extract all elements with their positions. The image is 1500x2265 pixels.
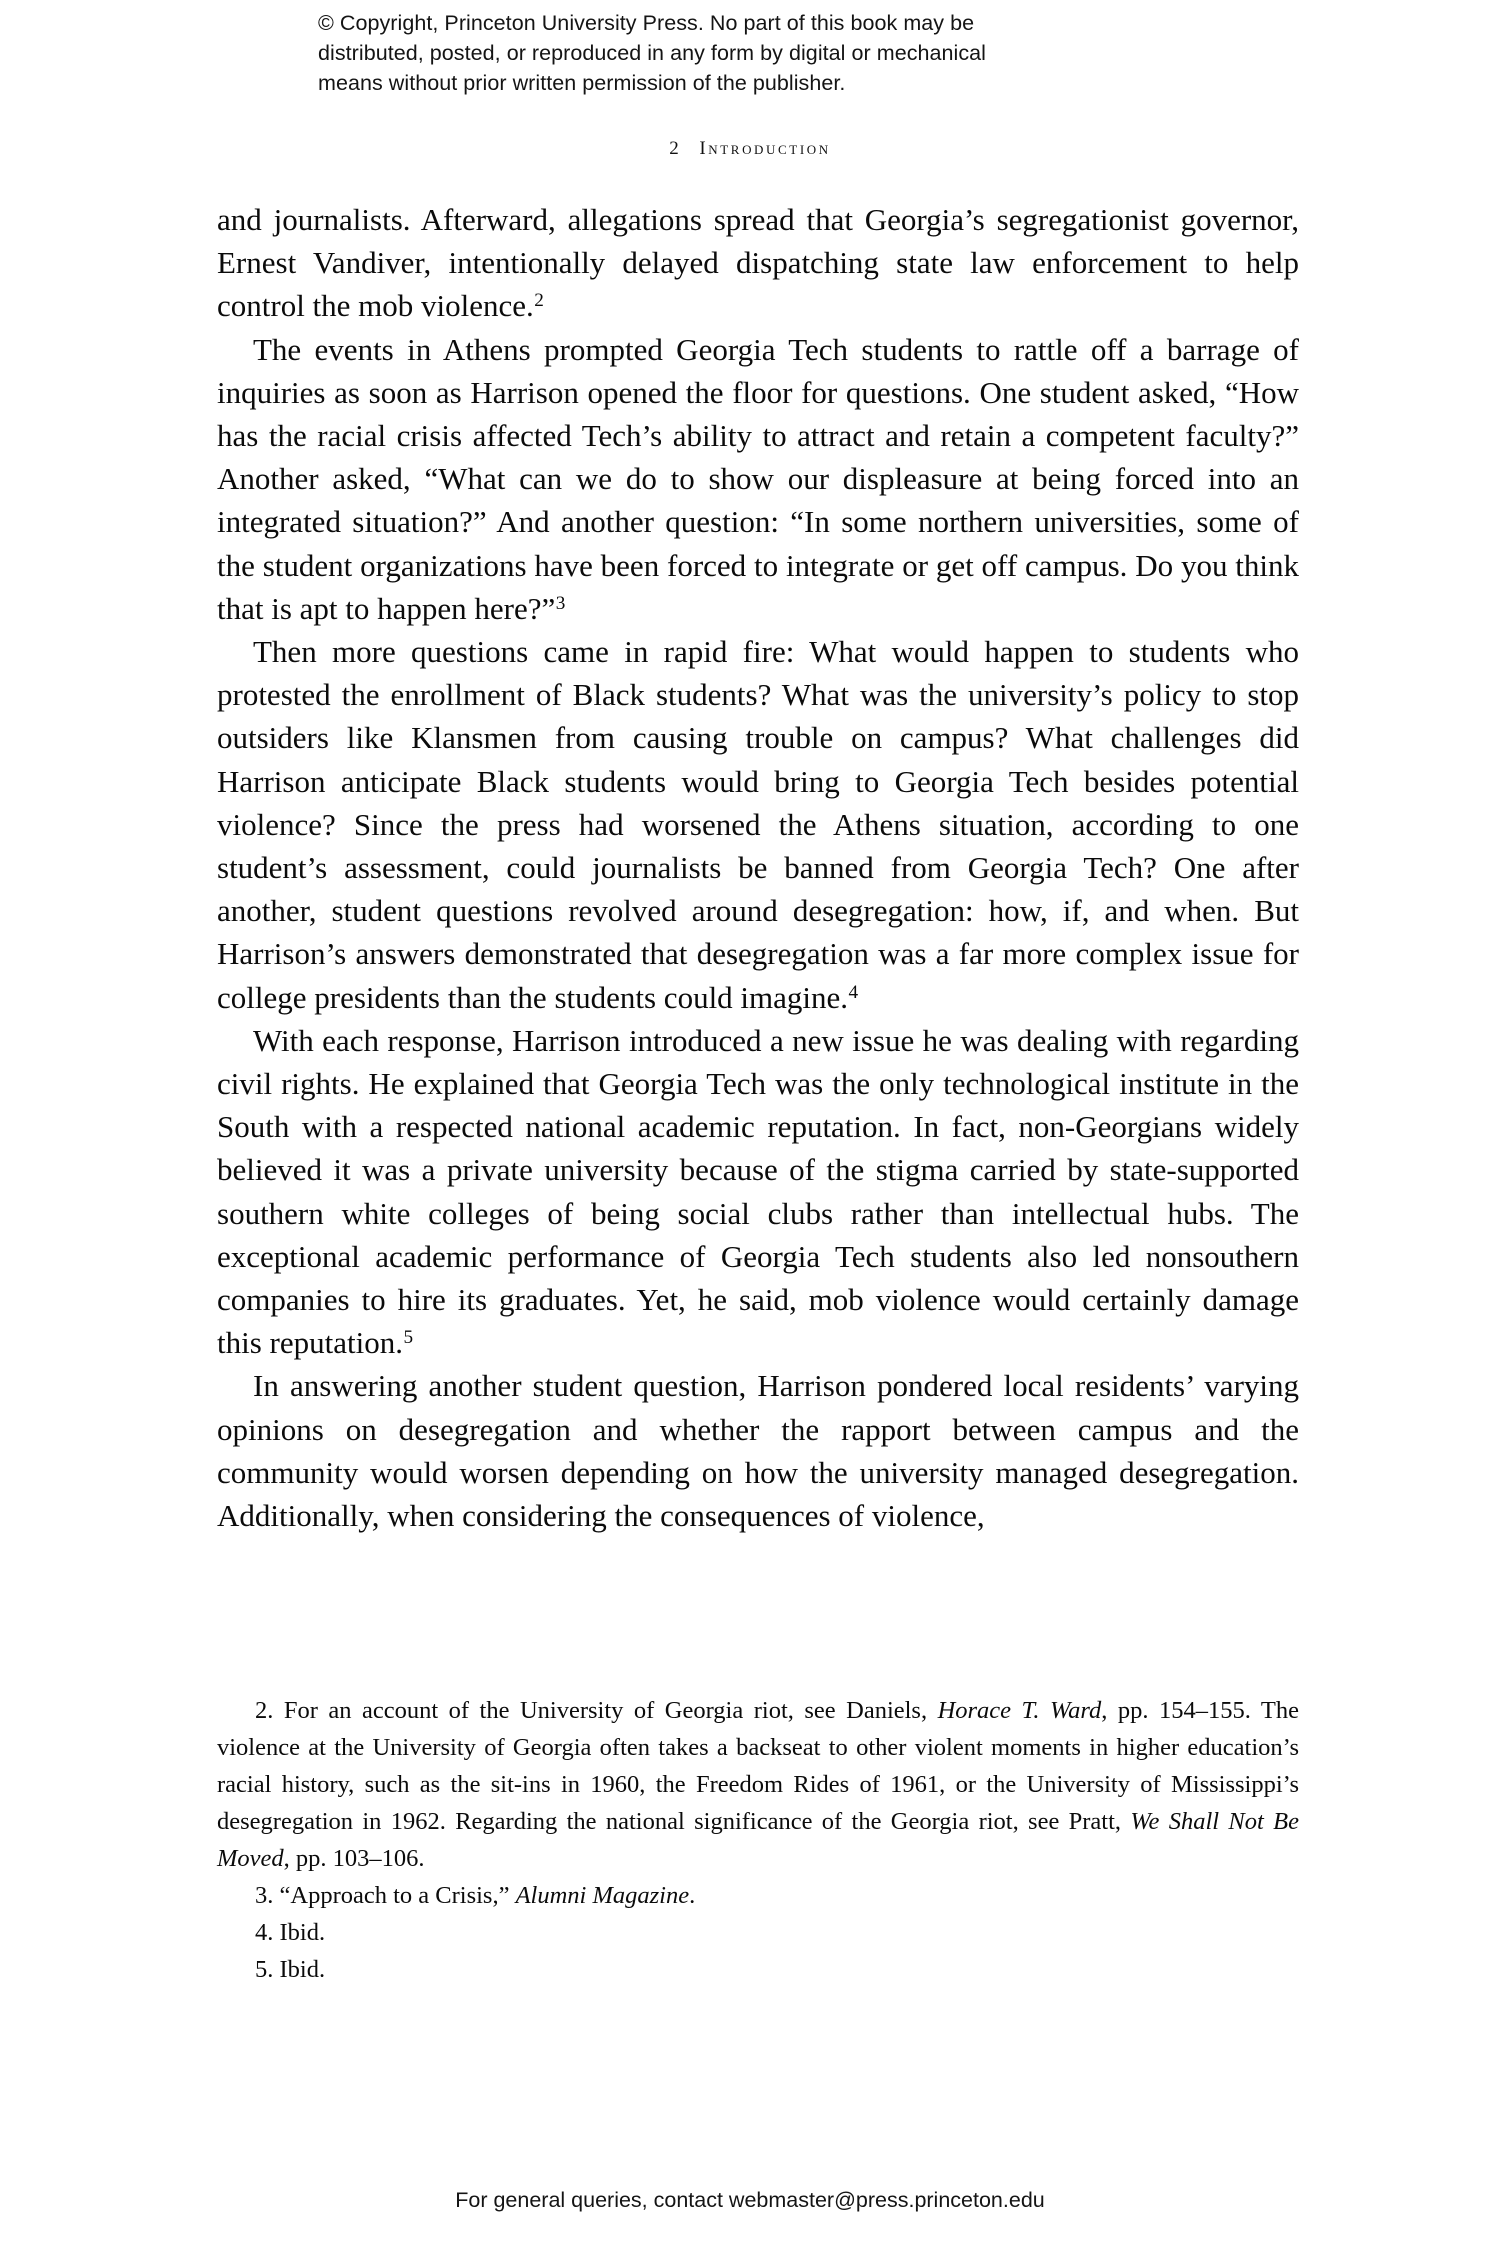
paragraph-text: Then more questions came in rapid fire: What would happen to students who protested the enrollment of Black students? What was the university’s policy to stop outsiders like Klansmen from causing trouble on campus? What challenges did Harrison anticipate Black students would bring to Georgia Tech besides potential violence? Since the press had worsened the Athens situation, according to one student’s assessment, could journalists be banned from Georgia Tech? One after another, student questions revolved around desegregation: how, if, and when. But Harrison’s answers demonstrated that desegregation was a far more complex issue for college presidents than the students could imagine.	[217, 634, 1299, 1015]
running-head	[0, 138, 1500, 160]
body-paragraph	[217, 630, 1299, 1019]
footnote-number: 3.	[255, 1882, 274, 1909]
footnote-2	[217, 1692, 1299, 1877]
body-paragraph	[217, 1364, 1299, 1537]
footnote-text: Ibid.	[273, 1919, 326, 1946]
body-paragraph	[217, 1019, 1299, 1365]
footnote-marker[interactable]: 4	[848, 981, 859, 1003]
footnote-text: , pp. 103–106.	[283, 1845, 425, 1872]
running-head-title: Introduction	[699, 138, 831, 159]
page-folio: 2	[669, 138, 682, 159]
body-paragraph	[217, 198, 1299, 328]
copyright-line-3: means without prior written permission of the publisher.	[318, 71, 846, 95]
copyright-notice	[318, 8, 1178, 98]
footnote-text: .	[689, 1882, 696, 1909]
footnote-4	[217, 1914, 1299, 1951]
footnote-title: Horace T. Ward	[937, 1697, 1102, 1724]
footnote-5	[217, 1951, 1299, 1988]
footnote-number: 5.	[255, 1956, 274, 1983]
footnotes-block	[217, 1692, 1299, 1988]
footnote-title: We Shall Not Be Moved	[217, 1808, 1299, 1872]
body-paragraph	[217, 328, 1299, 630]
footnote-text: For an account of the University of Georgia riot, see Daniels,	[273, 1697, 938, 1724]
footnote-marker[interactable]: 3	[555, 592, 566, 614]
paragraph-text: The events in Athens prompted Georgia Tech students to rattle off a barrage of inquiries as soon as Harrison opened the floor for questions. One student asked, “How has the racial crisis affected Tech’s ability to attract and retain a competent faculty?” Another asked, “What can we do to show our displeasure at being forced into an integrated situation?” And another question: “In some northern universities, some of the student organizations have been forced to integrate or get off campus. Do you think that is apt to happen here?”	[217, 331, 1299, 626]
footnote-text: “Approach to a Crisis,”	[273, 1882, 516, 1909]
footnote-marker[interactable]: 5	[403, 1327, 414, 1349]
footer-contact: For general queries, contact webmaster@press.princeton.edu	[455, 2188, 1045, 2212]
copyright-line-2: distributed, posted, or reproduced in any form by digital or mechanical	[318, 41, 987, 65]
paragraph-text: In answering another student question, Harrison pondered local residents’ varying opinions on desegregation and whether the rapport between campus and the community would worsen depending on how the university managed desegregation. Additionally, when considering the consequences of violence,	[217, 1368, 1299, 1534]
footnote-number: 4.	[255, 1919, 274, 1946]
footnote-title: Alumni Magazine	[515, 1882, 690, 1909]
paragraph-text: and journalists. Afterward, allegations spread that Georgia’s segregationist governor, Ernest Vandiver, intentionally delayed dispatching state law enforcement to help control the mob violence.	[217, 202, 1299, 324]
body-text	[217, 198, 1299, 1537]
footnote-number: 2.	[255, 1697, 274, 1724]
footnote-text: Ibid.	[273, 1956, 326, 1983]
footnote-3	[217, 1877, 1299, 1914]
paragraph-text: With each response, Harrison introduced a new issue he was dealing with regarding civil rights. He explained that Georgia Tech was the only technological institute in the South with a respected national academic reputation. In fact, non-Georgians widely believed it was a private university because of the stigma carried by state-supported southern white colleges of being social clubs rather than intellectual hubs. The exceptional academic performance of Georgia Tech students also led nonsouthern companies to hire its graduates. Yet, he said, mob violence would certainly damage this reputation.	[217, 1022, 1299, 1361]
footnote-text: , pp. 154–155. The violence at the University of Georgia often takes a backseat to other violent moments in higher education’s racial history, such as the sit-ins in 1960, the Freedom Rides of 1961, or the University of Mississippi’s desegregation in 1962. Regarding the national significance of the Georgia riot, see Pratt,	[217, 1697, 1299, 1835]
footnote-marker[interactable]: 2	[534, 290, 544, 312]
copyright-line-1: © Copyright, Princeton University Press. No part of this book may be	[318, 11, 975, 35]
